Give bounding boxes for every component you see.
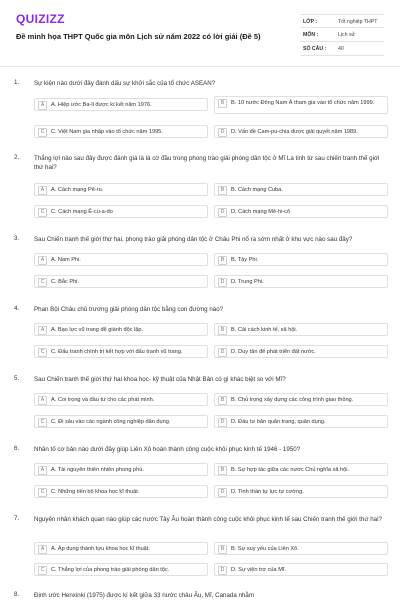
- option-text: C. Cách mạng Ê-cu-a-do: [51, 209, 113, 215]
- option-d[interactable]: [214, 485, 388, 498]
- option-d[interactable]: [214, 125, 388, 138]
- option-text: C. Đấu tranh chính trị kết hợp với đấu tranh vũ trang.: [51, 349, 183, 355]
- question-number: 2.: [14, 154, 20, 161]
- meta-value: 40: [338, 46, 344, 52]
- question-number: 3.: [14, 235, 20, 242]
- meta-value: Lịch sử: [338, 32, 356, 38]
- option-d[interactable]: [214, 415, 388, 428]
- question-text: Định ước Henxinki (1975) được kí kết giữa 33 nước châu Âu, Mĩ, Canada nhằm: [34, 592, 254, 599]
- document-title: Đề minh họa THPT Quốc gia môn Lịch sử năm 2022 có lời giải (Đề 5): [16, 32, 261, 41]
- option-b[interactable]: [214, 323, 388, 336]
- option-letter: C: [38, 488, 47, 497]
- option-c[interactable]: [34, 275, 208, 288]
- option-letter: C: [38, 278, 47, 287]
- header-divider: [0, 66, 400, 67]
- option-a[interactable]: [34, 253, 208, 266]
- option-text: D. Tinh thần tự lực tự cường.: [231, 489, 304, 495]
- option-text: D. Sự viện trợ của Mĩ.: [231, 567, 286, 573]
- option-a[interactable]: [34, 463, 208, 476]
- option-letter: A: [38, 326, 47, 335]
- option-letter: D: [218, 208, 227, 217]
- option-letter: D: [218, 278, 227, 287]
- option-text: A. Cách mạng Pê-ru.: [51, 187, 104, 193]
- option-text: A. Áp dụng thành tựu khoa học kĩ thuật.: [51, 546, 150, 552]
- option-text: D. Duy tân để phát triển đất nước.: [231, 349, 316, 355]
- option-text: B. Cách mạng Cuba.: [231, 187, 283, 193]
- option-letter: A: [38, 545, 47, 554]
- option-letter: C: [38, 128, 47, 137]
- option-text: C. Bắc Phi.: [51, 279, 79, 285]
- option-text: A. Nam Phi.: [51, 257, 81, 263]
- option-text: A. Bạo lực vũ trang để giành độc lập.: [51, 327, 144, 333]
- option-letter: B: [218, 326, 227, 335]
- option-c[interactable]: [34, 125, 208, 138]
- option-a[interactable]: [34, 542, 208, 555]
- question-text: Phan Bội Châu chủ trương giải phóng dân tộc bằng con đường nào?: [34, 306, 224, 313]
- question-number: 1.: [14, 79, 20, 86]
- option-letter: D: [218, 488, 227, 497]
- option-letter: D: [218, 418, 227, 427]
- option-letter: B: [218, 186, 227, 195]
- option-text: B. Chủ trọng xây dựng các công trình giao thông.: [231, 397, 354, 403]
- option-text: B. 10 nước Đông Nam Á tham gia vào tổ chức năm 1999.: [231, 100, 375, 106]
- option-letter: A: [38, 186, 47, 195]
- option-text: B. Sự suy yếu của Liên Xô.: [231, 546, 299, 552]
- option-letter: C: [38, 418, 47, 427]
- question-text: Thắng lợi nào sau đây được đánh giá là lá cờ đầu trong phong trào giải phóng dân tộc ở Mĩ La tinh từ sau chiến tranh thế giới thứ hai?: [34, 155, 380, 171]
- question-text: Sự kiện nào dưới đây đánh dấu sự khởi sắc của tổ chức ASEAN?: [34, 80, 216, 87]
- option-text: D. Đầu tư bản quân trang, quân dụng.: [231, 419, 326, 425]
- option-d[interactable]: [214, 275, 388, 288]
- quizizz-logo: QUIZIZZ: [16, 12, 65, 26]
- option-letter: C: [38, 348, 47, 357]
- option-text: C. Việt Nam gia nhập vào tổ chức năm 1995.: [51, 129, 163, 135]
- option-letter: B: [218, 256, 227, 265]
- option-b[interactable]: [214, 393, 388, 406]
- option-text: D. Vấn đề Cam-pu-chia được giải quyết năm 1989.: [231, 129, 358, 135]
- option-letter: B: [218, 99, 227, 108]
- option-text: C. Đi sâu vào các ngành công nghiệp dân dụng.: [51, 419, 171, 425]
- meta-value: Tốt nghiệp THPT: [338, 19, 378, 25]
- option-letter: B: [218, 466, 227, 475]
- question-text: Nguyên nhân khách quan nào giúp các nước Tây Âu hoàn thành công cuộc khôi phục kinh tế sau Chiến tranh thế giới thứ hai?: [34, 516, 382, 523]
- option-d[interactable]: [214, 563, 388, 576]
- option-c[interactable]: [34, 563, 208, 576]
- option-c[interactable]: [34, 205, 208, 218]
- option-letter: B: [218, 545, 227, 554]
- option-d[interactable]: [214, 345, 388, 358]
- meta-table: [300, 14, 384, 56]
- option-letter: A: [38, 256, 47, 265]
- meta-label: SỐ CÂU :: [303, 46, 327, 52]
- option-letter: C: [38, 208, 47, 217]
- option-b[interactable]: [214, 542, 388, 555]
- option-text: C. Thắng lợi của phong trào giải phóng dân tộc.: [51, 567, 170, 573]
- question-text: Sau Chiến tranh thế giới thứ hai, phong trào giải phóng dân tộc ở Châu Phi nổ ra sớm nhất ở khu vực nào sau đây?: [34, 236, 353, 243]
- option-text: A. Coi trọng và đầu tư cho các phát minh.: [51, 397, 155, 403]
- option-b[interactable]: [214, 463, 388, 476]
- meta-row-question-count: [300, 42, 384, 56]
- option-text: D. Cách mạng Mê-hi-cô: [231, 209, 291, 215]
- option-letter: D: [218, 566, 227, 575]
- option-text: B. Sự hợp tác giữa các nước Chủ nghĩa xã hội.: [231, 467, 350, 473]
- option-c[interactable]: [34, 485, 208, 498]
- option-c[interactable]: [34, 415, 208, 428]
- option-letter: C: [38, 566, 47, 575]
- option-text: B. Tây Phi.: [231, 257, 259, 263]
- option-a[interactable]: [34, 393, 208, 406]
- question-text: Nhân tố cơ bản nào dưới đây giúp Liên Xô hoàn thành công cuộc khôi phục kinh tế 1946 - 1950?: [34, 446, 301, 453]
- option-b[interactable]: [214, 183, 388, 196]
- meta-row-subject: [300, 28, 384, 42]
- option-b[interactable]: [214, 253, 388, 266]
- option-a[interactable]: [34, 323, 208, 336]
- question-number: 7.: [14, 515, 20, 522]
- option-letter: B: [218, 396, 227, 405]
- option-text: C. Những tiến bộ khoa học kĩ thuật.: [51, 489, 140, 495]
- question-number: 5.: [14, 375, 20, 382]
- question-text: Sau Chiến tranh thế giới thứ hai khoa học- kỹ thuật của Nhật Bản có gì khác biệt so với Mĩ?: [34, 376, 286, 383]
- option-letter: D: [218, 348, 227, 357]
- question-number: 8.: [14, 591, 20, 598]
- option-c[interactable]: [34, 345, 208, 358]
- option-text: A. Hiệp ước Ba-li được kí kết năm 1976.: [51, 102, 152, 108]
- option-text: B. Cải cách kinh tế, xã hội.: [231, 327, 298, 333]
- option-text: D. Trung Phi.: [231, 279, 264, 285]
- question-number: 4.: [14, 305, 20, 312]
- option-letter: A: [38, 101, 47, 110]
- option-d[interactable]: [214, 205, 388, 218]
- option-text: A. Tài nguyên thiên nhiên phong phú.: [51, 467, 144, 473]
- option-letter: A: [38, 466, 47, 475]
- meta-row-class: [300, 14, 384, 28]
- meta-label: LỚP :: [303, 19, 318, 25]
- option-a[interactable]: [34, 183, 208, 196]
- option-a[interactable]: [34, 98, 208, 111]
- question-number: 6.: [14, 445, 20, 452]
- option-b[interactable]: [214, 96, 388, 114]
- option-letter: D: [218, 128, 227, 137]
- page-header: [0, 0, 400, 62]
- meta-label: MÔN :: [303, 32, 319, 38]
- option-letter: A: [38, 396, 47, 405]
